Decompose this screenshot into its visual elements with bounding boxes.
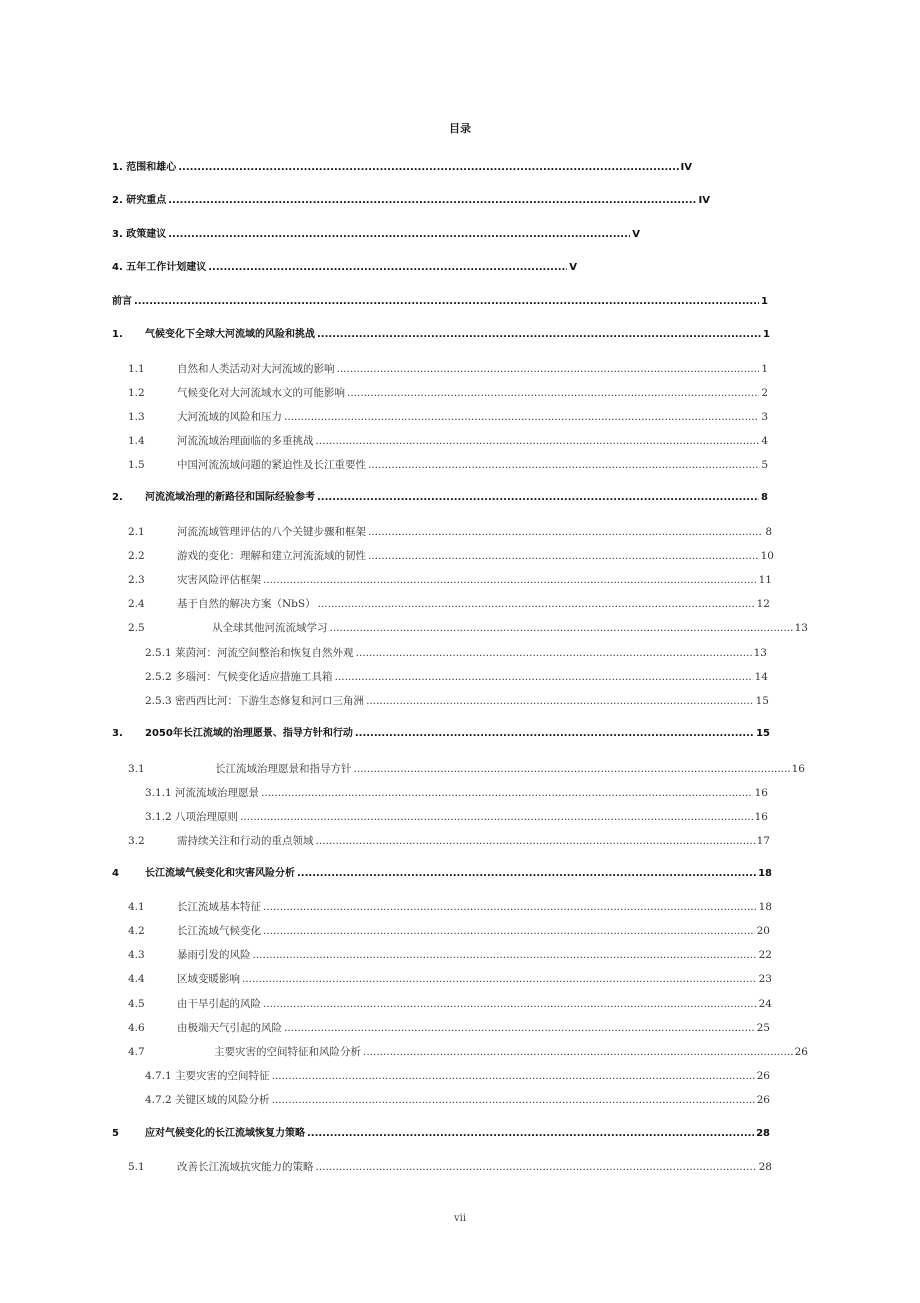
toc-entry-title: 中国河流流域问题的紧迫性及长江重要性 bbox=[177, 459, 366, 471]
toc-entry-page: 16 bbox=[791, 763, 805, 775]
toc-entry-title: 从全球其他河流流域学习 bbox=[212, 622, 328, 634]
toc-dot-leader bbox=[263, 899, 757, 915]
toc-entry[interactable] bbox=[112, 227, 640, 243]
toc-dot-leader bbox=[134, 294, 759, 310]
toc-entry-page: 17 bbox=[756, 835, 770, 847]
toc-entry-page: 1 bbox=[761, 363, 768, 375]
toc-entry-title: 自然和人类活动对大河流域的影响 bbox=[177, 363, 335, 375]
toc-entry-page: 16 bbox=[754, 811, 768, 823]
toc-entry[interactable] bbox=[128, 524, 772, 540]
toc-entry-number: 2.5 bbox=[128, 622, 145, 634]
toc-entry-title: 长江流域气候变化和灾害风险分析 bbox=[145, 868, 295, 879]
toc-dot-leader bbox=[272, 1068, 755, 1084]
toc-title: 目录 bbox=[449, 122, 471, 135]
toc-dot-leader bbox=[337, 361, 760, 377]
toc-entry-page: 25 bbox=[756, 1022, 770, 1034]
toc-entry-title: 河流流域治理面临的多重挑战 bbox=[177, 435, 314, 447]
toc-entry[interactable] bbox=[128, 1020, 770, 1036]
toc-dot-leader bbox=[366, 693, 754, 709]
toc-dot-leader bbox=[168, 227, 630, 243]
toc-entry[interactable] bbox=[145, 1092, 770, 1108]
toc-dot-leader bbox=[168, 193, 696, 209]
toc-entry[interactable] bbox=[145, 809, 768, 825]
toc-entry[interactable] bbox=[128, 620, 808, 636]
toc-entry[interactable] bbox=[128, 457, 768, 473]
toc-entry-page: 26 bbox=[756, 1094, 770, 1106]
toc-entry[interactable] bbox=[112, 193, 710, 209]
toc-entry-title: 2. 研究重点 bbox=[112, 195, 167, 206]
toc-entry-page: 16 bbox=[754, 787, 768, 799]
toc-entry[interactable] bbox=[128, 923, 770, 939]
toc-entry-title: 2.5.1 莱茵河：河流空间整治和恢复自然外观 bbox=[145, 647, 354, 659]
toc-entry-page: 13 bbox=[794, 622, 808, 634]
toc-entry-page: 4 bbox=[761, 435, 768, 447]
toc-entry-page: 18 bbox=[758, 901, 772, 913]
toc-dot-leader bbox=[272, 1092, 755, 1108]
toc-entry-number: 5 bbox=[112, 1128, 119, 1139]
toc-entry-page: 24 bbox=[758, 998, 772, 1010]
toc-entry-page: 8 bbox=[761, 492, 768, 503]
toc-dot-leader bbox=[354, 761, 790, 777]
toc-entry-number: 4.5 bbox=[128, 998, 145, 1010]
toc-entry-title: 气候变化下全球大河流域的风险和挑战 bbox=[145, 329, 315, 340]
toc-entry-title: 3.1.1 河流流域治理愿景 bbox=[145, 787, 260, 799]
toc-entry-number: 2.1 bbox=[128, 526, 145, 538]
toc-entry-title: 前言 bbox=[112, 296, 132, 307]
toc-entry-number: 1.4 bbox=[128, 435, 145, 447]
toc-entry[interactable] bbox=[128, 996, 772, 1012]
toc-entry-page: 15 bbox=[756, 728, 770, 739]
toc-dot-leader bbox=[261, 785, 753, 801]
toc-entry-number: 1.2 bbox=[128, 387, 145, 399]
toc-entry[interactable] bbox=[112, 726, 770, 742]
toc-entry-page: 10 bbox=[760, 550, 774, 562]
toc-dot-leader bbox=[263, 572, 757, 588]
toc-entry-page: 28 bbox=[758, 1161, 772, 1173]
toc-entry-number: 3.2 bbox=[128, 835, 145, 847]
toc-entry[interactable] bbox=[145, 645, 767, 661]
toc-dot-leader bbox=[263, 996, 757, 1012]
toc-entry[interactable] bbox=[128, 947, 772, 963]
toc-dot-leader bbox=[316, 433, 760, 449]
toc-entry-title: 2.5.3 密西西比河：下游生态修复和河口三角洲 bbox=[145, 695, 365, 707]
toc-entry-number: 1. bbox=[112, 329, 123, 340]
toc-dot-leader bbox=[284, 409, 759, 425]
toc-dot-leader bbox=[330, 620, 793, 636]
toc-entry[interactable] bbox=[128, 1044, 808, 1060]
toc-entry-title: 4. 五年工作计划建议 bbox=[112, 262, 207, 273]
toc-entry-number: 4.2 bbox=[128, 925, 145, 937]
toc-dot-leader bbox=[316, 1159, 757, 1175]
toc-entry-title: 4.7.2 关键区域的风险分析 bbox=[145, 1094, 270, 1106]
toc-entry[interactable] bbox=[112, 866, 772, 882]
toc-entry-title: 灾害风险评估框架 bbox=[177, 574, 261, 586]
toc-entry[interactable] bbox=[128, 833, 770, 849]
toc-entry-title: 改善长江流域抗灾能力的策略 bbox=[177, 1161, 314, 1173]
toc-entry-page: 3 bbox=[761, 411, 768, 423]
toc-entry-number: 4.4 bbox=[128, 973, 145, 985]
toc-entry[interactable] bbox=[128, 572, 772, 588]
toc-entry-title: 3. 政策建议 bbox=[112, 229, 167, 240]
toc-dot-leader bbox=[263, 923, 755, 939]
toc-entry[interactable] bbox=[112, 294, 768, 310]
toc-dot-leader bbox=[347, 385, 759, 401]
toc-entry-title: 3.1.2 八项治理原则 bbox=[145, 811, 239, 823]
toc-entry-number: 4.3 bbox=[128, 949, 145, 961]
toc-entry-page: IV bbox=[680, 162, 692, 173]
toc-entry-page: 11 bbox=[758, 574, 772, 586]
toc-dot-leader bbox=[284, 1020, 755, 1036]
toc-entry-title: 应对气候变化的长江流域恢复力策略 bbox=[145, 1128, 305, 1139]
toc-entry-title: 河流流域治理的新路径和国际经验参考 bbox=[145, 492, 315, 503]
toc-dot-leader bbox=[253, 947, 757, 963]
toc-entry-title: 气候变化对大河流域水文的可能影响 bbox=[177, 387, 345, 399]
toc-entry-page: 2 bbox=[761, 387, 768, 399]
toc-entry-title: 2050年长江流域的治理愿景、指导方针和行动 bbox=[145, 728, 353, 739]
toc-entry-title: 由极端天气引起的风险 bbox=[177, 1022, 282, 1034]
toc-entry-page: 1 bbox=[763, 329, 770, 340]
toc-entry[interactable] bbox=[128, 761, 805, 777]
toc-dot-leader bbox=[178, 160, 678, 176]
toc-entry-page: V bbox=[569, 262, 577, 273]
toc-dot-leader bbox=[318, 596, 755, 612]
toc-entry-title: 河流流域管理评估的八个关键步骤和框架 bbox=[177, 526, 366, 538]
toc-entry-page: 12 bbox=[756, 598, 770, 610]
toc-entry-page: 26 bbox=[756, 1070, 770, 1082]
toc-dot-leader bbox=[355, 726, 754, 742]
toc-entry-title: 需持续关注和行动的重点领域 bbox=[177, 835, 314, 847]
toc-entry-page: 26 bbox=[794, 1046, 808, 1058]
toc-entry[interactable] bbox=[112, 260, 577, 276]
toc-entry-number: 4.6 bbox=[128, 1022, 145, 1034]
toc-entry-number: 2.3 bbox=[128, 574, 145, 586]
toc-entry-number: 5.1 bbox=[128, 1161, 145, 1173]
toc-entry[interactable] bbox=[112, 160, 692, 176]
toc-dot-leader bbox=[335, 669, 753, 685]
toc-entry-title: 主要灾害的空间特征和风险分析 bbox=[214, 1046, 361, 1058]
toc-entry[interactable] bbox=[128, 596, 770, 612]
toc-entry-page: 1 bbox=[761, 296, 768, 307]
toc-entry[interactable] bbox=[128, 971, 772, 987]
toc-entry[interactable] bbox=[145, 785, 768, 801]
toc-entry-page: 23 bbox=[758, 973, 772, 985]
toc-entry-number: 4.7 bbox=[128, 1046, 145, 1058]
toc-entry-number: 1.1 bbox=[128, 363, 145, 375]
toc-dot-leader bbox=[242, 971, 757, 987]
toc-entry-title: 4.7.1 主要灾害的空间特征 bbox=[145, 1070, 270, 1082]
toc-dot-leader bbox=[356, 645, 752, 661]
toc-dot-leader bbox=[317, 327, 761, 343]
toc-entry[interactable] bbox=[128, 548, 774, 564]
page-number: vii bbox=[453, 1213, 467, 1224]
toc-entry-number: 4.1 bbox=[128, 901, 145, 913]
toc-entry-title: 1. 范围和雄心 bbox=[112, 162, 177, 173]
toc-entry-page: 28 bbox=[756, 1128, 770, 1139]
toc-dot-leader bbox=[297, 866, 756, 882]
toc-entry-number: 1.3 bbox=[128, 411, 145, 423]
toc-entry[interactable] bbox=[128, 409, 768, 425]
toc-entry-page: 5 bbox=[761, 459, 768, 471]
toc-dot-leader bbox=[368, 457, 759, 473]
toc-entry-number: 2.4 bbox=[128, 598, 145, 610]
toc-entry-title: 长江流域气候变化 bbox=[177, 925, 261, 937]
toc-dot-leader bbox=[363, 1044, 793, 1060]
toc-dot-leader bbox=[307, 1126, 754, 1142]
toc-entry-title: 2.5.2 多瑙河：气候变化适应措施工具箱 bbox=[145, 671, 333, 683]
toc-entry[interactable] bbox=[145, 1068, 770, 1084]
toc-entry-title: 由干旱引起的风险 bbox=[177, 998, 261, 1010]
toc-entry[interactable] bbox=[128, 385, 768, 401]
toc-entry-page: 18 bbox=[758, 868, 772, 879]
toc-entry-page: 15 bbox=[755, 695, 769, 707]
toc-entry[interactable] bbox=[128, 433, 768, 449]
toc-entry[interactable] bbox=[112, 490, 768, 506]
toc-entry-number: 2.2 bbox=[128, 550, 145, 562]
toc-dot-leader bbox=[317, 490, 759, 506]
toc-entry-title: 基于自然的解决方案（NbS） bbox=[177, 598, 316, 610]
toc-entry-title: 长江流域治理愿景和指导方针 bbox=[215, 763, 352, 775]
toc-entry-page: 13 bbox=[753, 647, 767, 659]
toc-entry[interactable] bbox=[145, 669, 768, 685]
toc-entry-page: 8 bbox=[765, 526, 772, 538]
toc-entry-number: 3. bbox=[112, 728, 123, 739]
toc-dot-leader bbox=[208, 260, 567, 276]
toc-dot-leader bbox=[368, 524, 763, 540]
toc-entry-number: 2. bbox=[112, 492, 123, 503]
toc-entry-page: V bbox=[632, 229, 640, 240]
toc-dot-leader bbox=[368, 548, 759, 564]
toc-entry-number: 3.1 bbox=[128, 763, 145, 775]
toc-entry-title: 长江流域基本特征 bbox=[177, 901, 261, 913]
toc-entry-page: 20 bbox=[756, 925, 770, 937]
toc-entry[interactable] bbox=[112, 1126, 770, 1142]
toc-entry-title: 暴雨引发的风险 bbox=[177, 949, 251, 961]
toc-entry-number: 1.5 bbox=[128, 459, 145, 471]
toc-entry-page: 14 bbox=[754, 671, 768, 683]
toc-entry[interactable] bbox=[145, 693, 769, 709]
toc-entry[interactable] bbox=[128, 899, 772, 915]
toc-entry-title: 大河流域的风险和压力 bbox=[177, 411, 282, 423]
toc-entry-page: IV bbox=[698, 195, 710, 206]
toc-entry[interactable] bbox=[112, 327, 770, 343]
toc-entry-number: 4 bbox=[112, 868, 119, 879]
toc-entry-title: 游戏的变化：理解和建立河流流域的韧性 bbox=[177, 550, 366, 562]
toc-entry[interactable] bbox=[128, 361, 768, 377]
toc-entry-title: 区域变暖影响 bbox=[177, 973, 240, 985]
toc-dot-leader bbox=[316, 833, 755, 849]
toc-entry-page: 22 bbox=[758, 949, 772, 961]
toc-dot-leader bbox=[240, 809, 753, 825]
toc-entry[interactable] bbox=[128, 1159, 772, 1175]
